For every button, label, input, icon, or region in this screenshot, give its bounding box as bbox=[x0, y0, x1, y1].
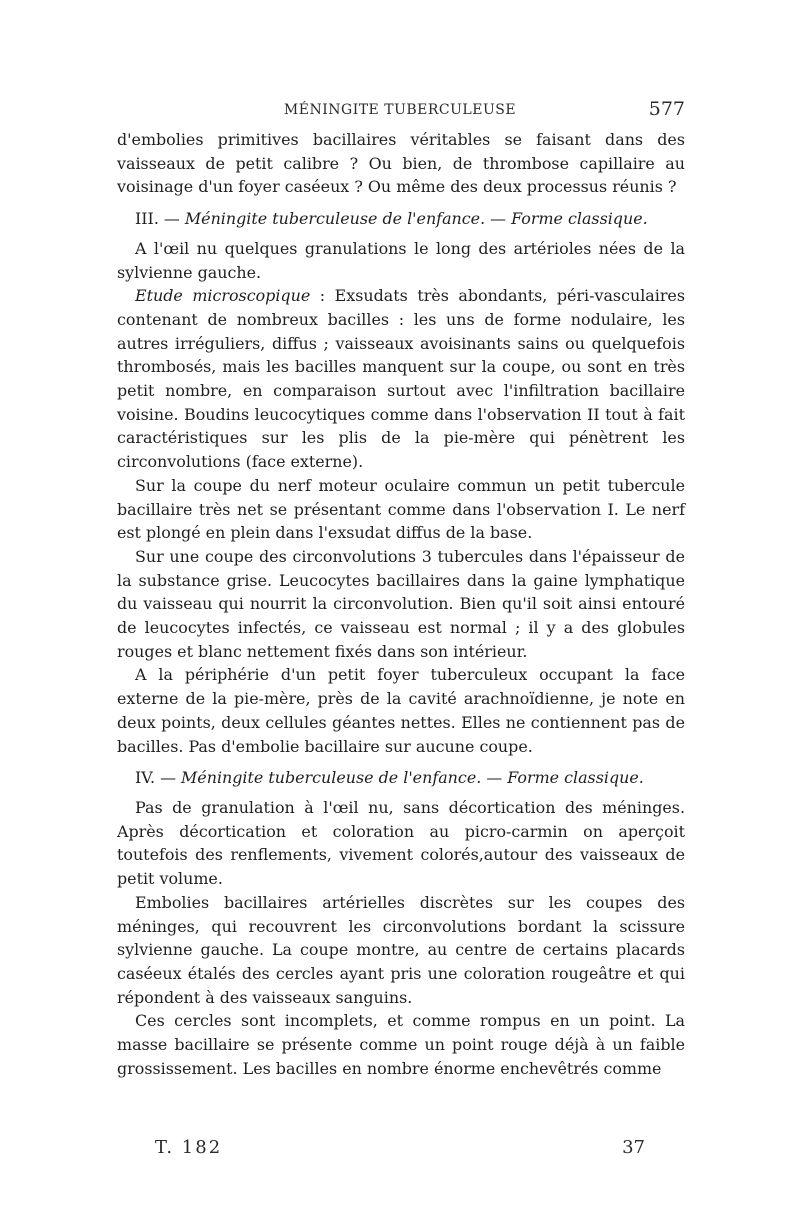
paragraph: Ces cercles sont incomplets, et comme rompus en un point. La masse bacillaire se présente comme un point rouge déjà à un faible grossissement. Les bacilles en nombre énorme enchevêtrés comme bbox=[117, 1011, 685, 1078]
running-title: MÉNINGITE TUBERCULEUSE bbox=[283, 102, 517, 118]
section-heading-iv bbox=[117, 766, 685, 790]
paragraph: Pas de granulation à l'œil nu, sans décortication des méninges. Après décortication et coloration au picro-carmin on aperçoit toutefois des renflements, vivement colorés,autour des vaisseaux de petit volume. bbox=[117, 797, 685, 889]
page-body bbox=[117, 128, 685, 1080]
page-number: 577 bbox=[648, 98, 685, 120]
paragraph-continuation: d'embolies primitives bacillaires véritables se faisant dans des vaisseaux de petit calibre ? Ou bien, de thrombose capillaire au voisinage d'un foyer caséeux ? Ou même des deux processus réunis ? bbox=[117, 130, 685, 197]
page-header bbox=[115, 98, 685, 128]
paragraph: Embolies bacillaires artérielles discrètes sur les coupes des méninges, qui recouvrent les circonvolutions bordant la scissure sylvienne gauche. La coupe montre, au centre de certains placards caséeux étalés des cercles ayant pris une coloration rougeâtre et qui répondent à des vaisseaux sanguins. bbox=[117, 892, 685, 1007]
section-number: IV. — bbox=[135, 768, 182, 788]
paragraph-text: : Exsudats très abondants, péri-vasculaires contenant de nombreux bacilles : les uns de forme nodulaire, les autres irréguliers, diffus ; vaisseaux avoisinants sains ou quelquefois thrombosés, mais les bacilles manquent sur la coupe, ou sont en très petit nombre, en comparaison surtout avec l'infiltration bacillaire voisine. Boudins leucocytiques comme dans l'observation II tout à fait caractéristiques sur les plis de la pie-mère qui pénètrent les circonvolutions (face externe). bbox=[117, 286, 685, 472]
printer-signature: T. 182 bbox=[155, 1137, 223, 1158]
section-number: III. — bbox=[135, 209, 185, 229]
paragraph: Sur une coupe des circonvolutions 3 tubercules dans l'épaisseur de la substance grise. Leucocytes bacillaires dans la gaine lymphatique du vaisseau qui nourrit la circonvolution. Bien qu'il soit ainsi entouré de leucocytes infectés, ce vaisseau est normal ; il y a des globules rouges et blanc nettement fixés dans son intérieur. bbox=[117, 546, 685, 661]
sheet-number: 37 bbox=[622, 1137, 645, 1158]
page-footer bbox=[155, 1137, 645, 1165]
paragraph-lead: Etude microscopique bbox=[135, 286, 311, 306]
section-title: Méningite tuberculeuse de l'enfance. — Forme classique. bbox=[181, 768, 644, 788]
section-heading-iii bbox=[117, 207, 685, 231]
paragraph: Sur la coupe du nerf moteur oculaire commun un petit tubercule bacillaire très net se présentant comme dans l'observation I. Le nerf est plongé en plein dans l'exsudat diffus de la base. bbox=[117, 475, 685, 543]
paragraph: A l'œil nu quelques granulations le long des artérioles nées de la sylvienne gauche. bbox=[117, 238, 685, 282]
paragraph: A la périphérie d'un petit foyer tuberculeux occupant la face externe de la pie-mère, près de la cavité arachnoïdienne, je note en deux points, deux cellules géantes nettes. Elles ne contiennent pas de bacilles. Pas d'embolie bacillaire sur aucune coupe. bbox=[117, 665, 685, 756]
paragraph bbox=[117, 284, 685, 474]
section-title: Méningite tuberculeuse de l'enfance. — Forme classique. bbox=[184, 209, 648, 229]
